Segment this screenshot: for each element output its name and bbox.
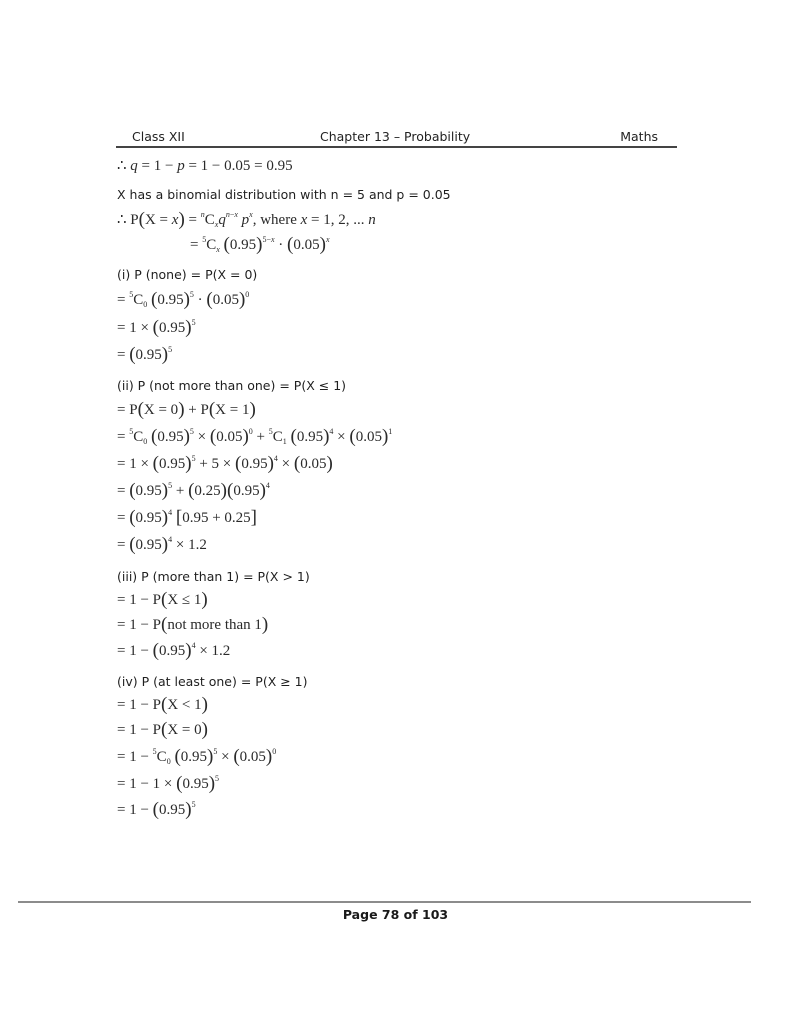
part-iv-step-4: = $1 - 1 \times (0.95)^5$ xyxy=(117,773,220,794)
page-number: Page 78 of 103 xyxy=(342,907,449,922)
part-iii-step-1: = 1 − P(X ≤ 1) xyxy=(117,589,208,610)
header-class: Class XII xyxy=(132,129,185,144)
equation-pmf-general: ∴ $P(X = x) = ^nC_xq^{n-x}$ $p^x$, where x = 1, 2, ... n xyxy=(117,209,376,230)
part-iii-step-2: = 1 − P(not more than 1) xyxy=(117,614,269,635)
header-subject: Maths xyxy=(620,129,658,144)
part-ii-step-2: = $^5C_0$ $(0.95)^5 \times (0.05)^0 + ^5C_1$ $(0.95)^4 \times (0.05)^1$ xyxy=(117,426,393,447)
part-ii-step-6: = $(0.95)^4 \times 1.2$ xyxy=(117,534,207,555)
part-i-step-1: = $^5C_0$ $(0.95)^5 \cdot (0.05)^0$ xyxy=(117,289,250,310)
part-iv-step-5: = $1 - (0.95)^5$ xyxy=(117,799,196,820)
part-iv-step-1: = 1 − P(X < 1) xyxy=(117,694,208,715)
part-ii-step-1: = P(X = 0) + P(X = 1) xyxy=(117,399,256,420)
part-ii-step-4: = $(0.95)^5 + (0.25)(0.95)^4$ xyxy=(117,480,270,501)
part-i-heading: (i) P (none) = P(X = 0) xyxy=(117,267,258,282)
part-iii-heading: (iii) P (more than 1) = P(X > 1) xyxy=(117,569,310,584)
part-iv-step-3: = $1 - ^5C_0$ $(0.95)^5 \times (0.05)^0$ xyxy=(117,746,277,767)
part-iv-heading: (iv) P (at least one) = P(X ≥ 1) xyxy=(117,674,308,689)
part-i-step-3: = $(0.95)^5$ xyxy=(117,344,173,365)
part-i-step-2: = $1 \times (0.95)^5$ xyxy=(117,317,196,338)
part-iii-step-3: = $1 - (0.95)^4 \times 1.2$ xyxy=(117,640,231,661)
part-ii-step-3: = $1 \times (0.95)^5 + 5 \times (0.95)^4 \times (0.05)$ xyxy=(117,453,333,474)
equation-q-value: ∴ q = 1 − p = 1 − 0.05 = 0.95 xyxy=(117,158,293,174)
equation-pmf-specific: = $^5C_x$ $(0.95)^{5-x} \cdot (0.05)^x$ xyxy=(190,234,330,255)
page-header xyxy=(116,129,676,147)
part-iv-step-2: = 1 − P(X = 0) xyxy=(117,719,208,740)
footer-divider xyxy=(18,901,751,903)
part-ii-heading: (ii) P (not more than one) = P(X ≤ 1) xyxy=(117,378,347,393)
header-divider xyxy=(116,146,677,148)
part-ii-step-5: = $(0.95)^4$ [0.95 + 0.25] xyxy=(117,507,257,528)
header-chapter: Chapter 13 – Probability xyxy=(320,129,471,144)
binomial-statement: X has a binomial distribution with n = 5 and p = 0.05 xyxy=(117,187,451,202)
